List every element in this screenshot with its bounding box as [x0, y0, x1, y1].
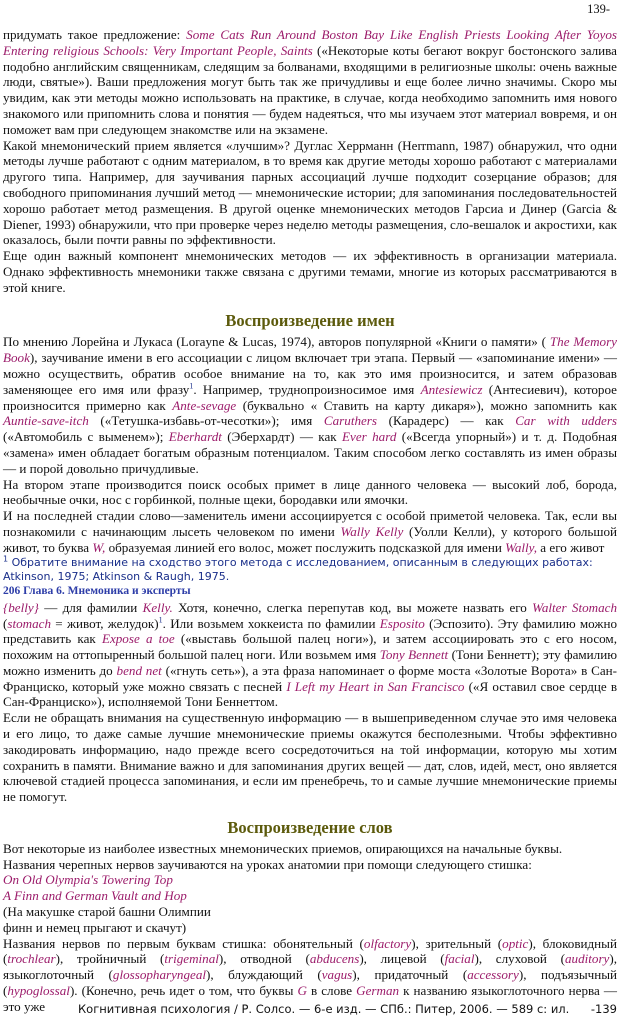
text-run: ), блоковидный ( [3, 935, 617, 967]
paragraph [3, 600, 617, 711]
text-run: («Всегда упорный») и т. д. Подобная «замена» имен обладает богатым образным потенциалом. Таким способом легко составлять из имен образы — и порой довольно причудливые. [3, 429, 617, 476]
text-run: — для фамилии [38, 599, 143, 615]
paragraph: Вот некоторые из наиболее известных мнемонических приемов, опирающихся на начальные буквы. [3, 840, 563, 856]
poem-line: On Old Olympia's Towering Top [3, 872, 173, 888]
paragraph: Если не обращать внимания на существенную информацию — в вышеприведенном случае это имя человека и его лицо, то даже самые лучшие мнемонические приемы окажутся бесполезными. Чтобы эффективно закодировать информацию, надо прежде всего сосредоточиться на той информации, которую мы хотим сохранить в памяти. Внимание важно и для запоминания других вещей — дат, слов, идей, мест, оно является ключевой стадией процесса запоминания, и если им пренебречь, то и самые лучшие мнемонические приемы не помогут. [3, 710, 617, 805]
text-run: (Антесиевич), которое произносится примерно как [3, 381, 617, 413]
page-number-top: 139- [587, 2, 610, 16]
text-run: . Например, труднопроизносимое имя [193, 381, 421, 397]
text-run: («Тетушка-избавь-от-чесотки»); имя [88, 413, 324, 429]
english-term: auditory [564, 951, 610, 967]
english-term: Esposito [379, 615, 425, 631]
text-run: придумать такое предложение: [3, 27, 187, 42]
english-term: bend net [116, 662, 162, 678]
text-run: По мнению Лорейна и Лукаса (Lorayne & Lucas, 1974), авторов популярной «Книги о памяти» ( [3, 334, 550, 350]
english-term: hypoglossal [7, 983, 70, 999]
text-run: («гнуть сеть»), а эта фраза напоминает о форме моста «Золотые Ворота» в Сан-Франциско, который уже можно связать с песней [3, 662, 617, 694]
text-run: Хотя, конечно, слегка перепутав код, вы можете назвать его [172, 599, 533, 615]
english-term: Auntie-save-itch [3, 413, 89, 429]
text-run: = живот, желудок) [51, 615, 159, 631]
footnote-text: Обратите внимание на сходство этого метода с исследованием, описанным в следующих работах: Atkinson, 1975; Atkinson & Raugh, 1975. [3, 555, 593, 583]
text-run: ). (Конечно, речь идет о том, что буквы [69, 983, 298, 999]
english-term: I Left my Heart in San Francisco [286, 678, 465, 694]
paragraph: Еще один важный компонент мнемонических методов — их эффективность в организации материала. Однако эффективность мнемоники также связана с другими темами, многие из которых рассматриваются в этой книге. [3, 248, 617, 295]
paragraph: Какой мнемонический прием является «лучшим»? Дуглас Херрманн (Herrmann, 1987) обнаружил, что одни методы лучше работают с одним материалом, в то время как другие методы хорошо работают с материалами другого типа. Например, для заучивания парных ассоциаций лучше подходит созерцание образов; для свободного припоминания лучший метод — мнемонические истории; для запоминания последовательностей хорошо работает метод размещения. В другой оценке мнемонических методов Гарсиа и Динер (Garcia & Diener, 1993) обнаружили, что при проверке через неделю методы размещения, сло-вешалок и акростихи, как оказалось, были почти равны по эффективности. [3, 137, 617, 248]
english-term: abducens [309, 951, 360, 967]
english-term: W, [92, 539, 106, 555]
text-run: («выставь большой палец ноги»), и затем ассоциировать это с его носом, похожим на оттопыренный большой палец ноги. Или возьмем имя [3, 631, 617, 663]
english-term: trochlear [7, 951, 56, 967]
english-term: Ante-sevage [172, 397, 237, 413]
paragraph [3, 334, 617, 476]
english-term: olfactory [363, 935, 412, 951]
text-run: образуемая линией его волос, может послужить подсказкой для имени [105, 539, 506, 555]
paragraph: Названия черепных нервов заучиваются на уроках анатомии при помощи следующего стишка: [3, 856, 532, 872]
english-term: Ever hard [342, 429, 397, 445]
english-term: optic [502, 935, 529, 951]
text-run: ( [3, 615, 8, 631]
english-term: German [356, 983, 400, 999]
english-term: {belly} [3, 599, 39, 615]
english-term: Wally, [505, 539, 538, 555]
footnote [3, 553, 617, 584]
english-term: stomach [7, 615, 52, 631]
english-term: Car with udders [515, 413, 618, 429]
english-term: Kelly. [142, 599, 173, 615]
english-term: Eberhardt [168, 429, 222, 445]
text-run: («Я оставил свое сердце в Сан-Франциско»), исполняемой Тони Беннеттом. [3, 678, 617, 710]
english-term: Caruthers [323, 413, 378, 429]
text-run: И на последней стадии слово—заменитель имени ассоциируется с особой приметой человека. Так, если вы познакомили с начинающим лысеть человеком по имени [3, 508, 617, 539]
text-run: (Тони Беннетт); эту фамилию можно изменить до [3, 647, 617, 678]
english-term: Wally Kelly [340, 523, 404, 539]
text-run: (Уолли Келли), у которого большой живот, то буква [3, 523, 617, 555]
english-term: Tony Bennett [379, 647, 449, 663]
text-run: ), слуховой ( [474, 951, 565, 967]
poem-line: A Finn and German Vault and Hop [3, 888, 187, 904]
text-run: ), лицевой ( [359, 951, 445, 967]
section-heading-names: Воспроизведение имен [225, 310, 395, 330]
text-run: ), заучивание имени в его ассоциации с лицом включает три этапа. Первый — «запоминание имени» — можно осуществить, обратив особое внимание на то, как это имя произносится, и затем образовав заменяющее его имя или фразу [3, 350, 617, 397]
text-run: а его живот [537, 539, 605, 555]
paragraph [3, 508, 617, 555]
section-heading-words: Воспроизведение слов [227, 818, 393, 838]
text-run: ), придаточный ( [352, 967, 468, 983]
english-term: facial [444, 951, 475, 967]
text-run: ), блуждающий ( [206, 967, 322, 983]
english-term: G [297, 983, 307, 999]
text-run: (Эспозито). Эту фамилию можно представить как [3, 615, 617, 647]
text-run: ), зрительный ( [411, 935, 503, 951]
poem-translation-line: финн и немец прыгают и скачут) [3, 919, 187, 935]
english-term: accessory [467, 967, 519, 983]
book-citation: Когнитивная психология / Р. Солсо. — 6-е изд. — СПб.: Питер, 2006. — 589 с: ил. [78, 1002, 570, 1016]
english-mnemonic-sentence: Some Cats Run Around Boston Bay Like English Priests Looking After Yoyos Entering religious Schools: Very Important People, Saints [3, 27, 618, 58]
text-run: ), тройничный ( [55, 951, 165, 967]
running-head: 206 Глава 6. Мнемоника и эксперты [3, 584, 191, 597]
paragraph: На втором этапе производится поиск особых примет в лице данного человека — высокий лоб, борода, необычные очки, нос с горбинкой, полные щеки, бородавки или ямочки. [3, 476, 617, 508]
text-run: ), подъязычный ( [3, 967, 618, 999]
text-run: («Некоторые коты бегают вокруг бостонского залива подобно английским священникам, следящим за болванами, входящими в религиозные школы: очень важные люди, святые»). Ваши предложения могут быть так же причудливы и еще более лично значимы. Скоро мы увидим, как эти методы можно использовать на практике, в случае, когда необходимо запомнить имя нового знакомого или припомнить слова и понятия — будем надеяться, что мы изучаем этот материал вовремя, и он поможет вам при следующем знакомстве или на экзамене. [3, 42, 617, 137]
paragraph [3, 27, 617, 138]
page-number-bottom: -139 [590, 1002, 617, 1016]
text-run: . Или возьмем хоккеиста по фамилии [162, 615, 380, 631]
text-run: к названию языкоглоточного нерва — это уже [3, 983, 617, 1014]
english-term: Antesiewicz [420, 381, 483, 397]
book-title: The Memory Book [3, 334, 617, 366]
footnote-marker: 1 [3, 553, 9, 563]
english-term: vagus [321, 967, 353, 983]
english-term: glossopharyngeal [112, 967, 207, 983]
text-run: (буквально « Ставить на карту дикаря»), можно запомнить как [236, 397, 617, 413]
text-run: («Автомобиль с выменем»); [3, 429, 169, 445]
text-run: (Карадерс) — как [377, 413, 516, 429]
poem-translation-line: (На макушке старой башни Олимпии [3, 904, 211, 920]
english-term: trigeminal [164, 951, 219, 967]
footnote-ref[interactable]: 1 [158, 615, 163, 625]
footnote-ref[interactable]: 1 [189, 381, 194, 391]
body-text [3, 27, 617, 1015]
english-term: Expose a toe [101, 631, 175, 647]
text-run: ), отводной ( [218, 951, 310, 967]
english-term: Walter Stomach [532, 599, 617, 615]
text-run: в слове [306, 983, 357, 999]
text-run: Названия нервов по первым буквам стишка: обонятельный ( [3, 935, 364, 951]
text-run: (Эберхардт) — как [221, 429, 343, 445]
text-run: ), языкоглоточный ( [3, 951, 617, 983]
